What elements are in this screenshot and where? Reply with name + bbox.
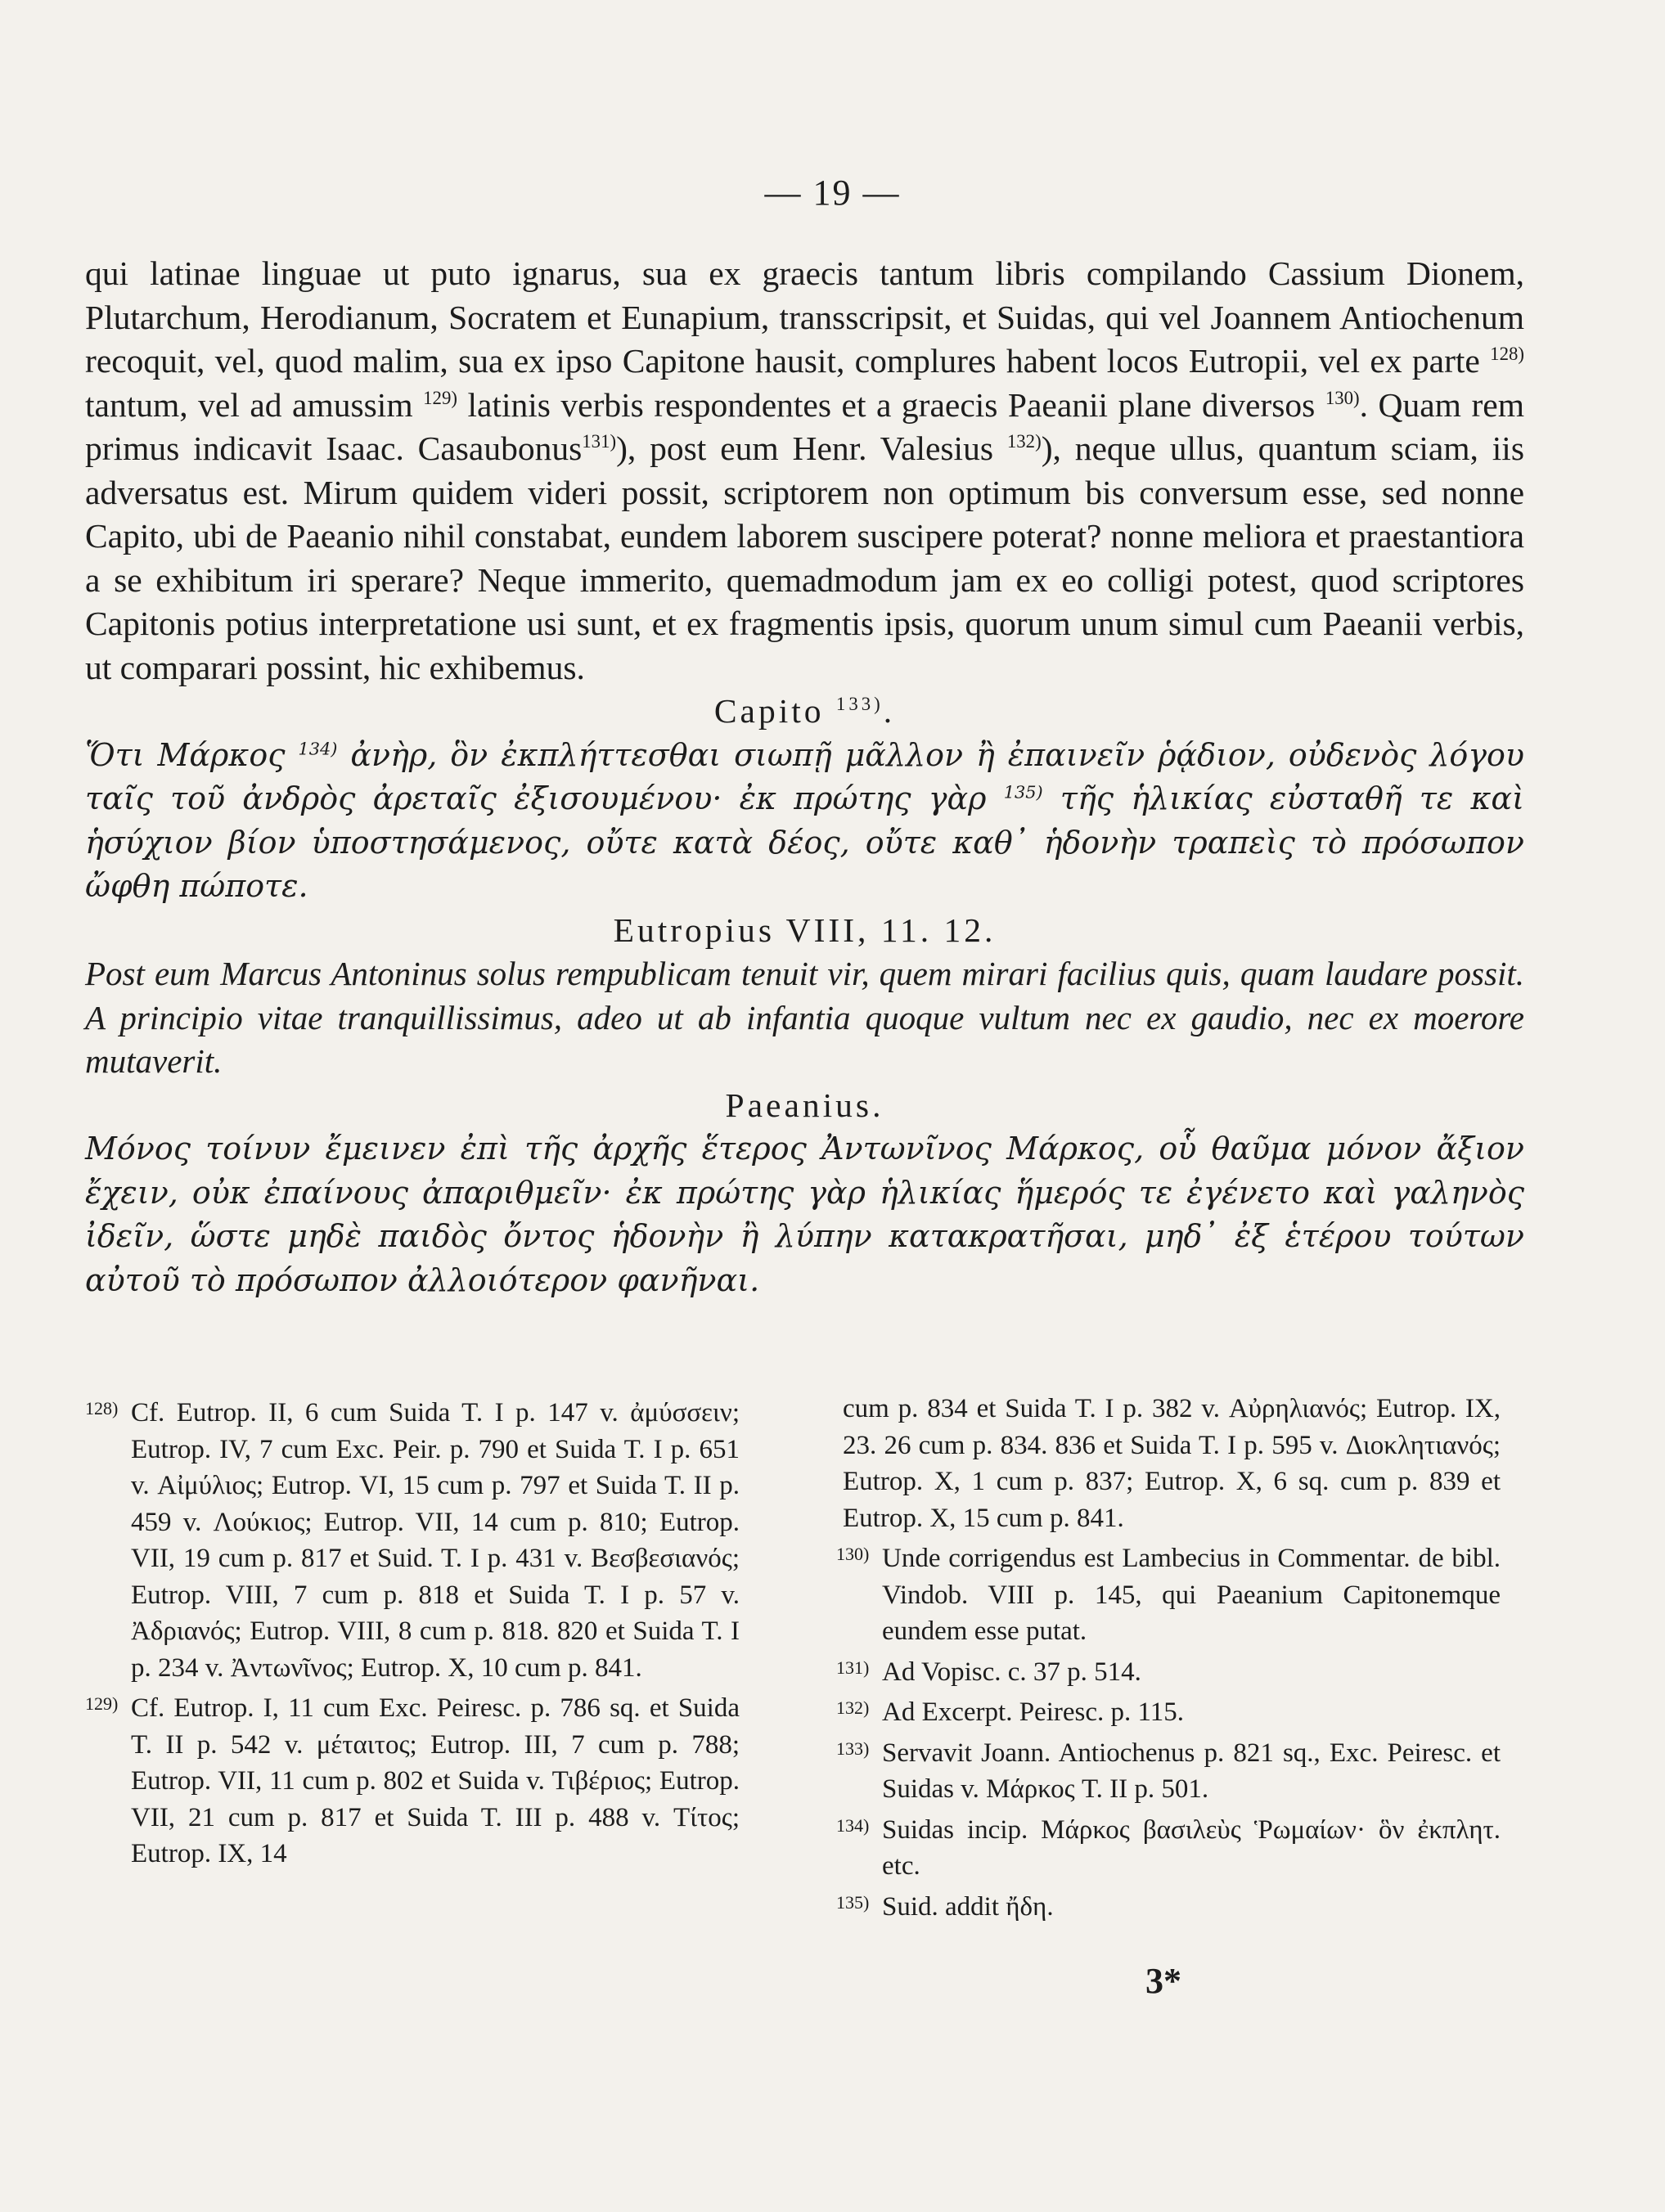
footnote-text: Suid. addit ἤδη. — [882, 1891, 1054, 1922]
footnote — [85, 1391, 740, 1686]
footnote — [836, 1808, 1501, 1885]
footnote-text: Cf. Eutrop. I, 11 cum Exc. Peiresc. p. 786 sq. et Suida T. II p. 542 v. μέταιτος; Eutrop. III, 7 cum p. 788; Eutrop. VII, 11 cum p. 802 et Suida v. Τιβέριος; Eutrop. VII, 21 cum p. 817 et Suida T. III p. 488 v. Τίτος; Eutrop. IX, 14 — [131, 1693, 740, 1868]
page-number: — 19 — — [764, 173, 901, 213]
footnote-number: 128) — [85, 1398, 119, 1418]
intro-text: tantum, vel ad amussim — [85, 385, 424, 424]
eutropius-heading: Eutropius VIII, 11. 12. — [613, 910, 997, 949]
note-ref-129[interactable]: 129) — [423, 387, 457, 408]
footnote-number: 129) — [85, 1693, 119, 1714]
capito-heading: Capito $^{133)}$. — [713, 692, 896, 730]
footnote-number: 135) — [836, 1891, 870, 1913]
note-ref-133[interactable]: 133) — [835, 694, 884, 715]
footnote-text: Ad Excerpt. Peiresc. p. 115. — [882, 1697, 1185, 1727]
footnote-number: 130) — [836, 1544, 870, 1564]
footnote-text: Cf. Eutrop. II, 6 cum Suida T. I p. 147 v. ἀμύσσειν; Eutrop. IV, 7 cum Exc. Peir. p. 790 et Suida T. I p. 651 v. Αἰμύλιος; Eutrop. VI, 15 cum p. 797 et Suida T. II p. 459 v. Λούκιος; Eutrop. VII, 14 cum p. 810; Eutrop. VII, 19 cum p. 817 et Suid. T. I p. 431 v. Βεσβεσιανός; Eutrop. VIII, 7 cum p. 818 et Suida T. I p. 57 v. Ἀδριανός; Eutrop. VIII, 8 cum p. 818. 820 et Suida T. I p. 234 v. Ἀντωνῖνος; Eutrop. X, 10 cum p. 841. — [131, 1398, 740, 1683]
intro-paragraph — [85, 252, 1524, 690]
intro-text: ), neque ullus, quantum sciam, iis adversatus est. Mirum quidem videri possit, scriptorem non optimum bis conversum esse, sed nonne Capito, ubi de Paeanio nihil constabat, eundem laborem suscipere poterat? nonne meliora et praestantiora a se exhibitum iri sperare? Neque immerito, quemadmodum jam ex eo colligi potest, quod scriptores Capitonis potius interpretatione usi sunt, et ex fragmentis ipsis, quorum unum simul cum Paeanii verbis, ut comparari possint, hic exhibemus. — [85, 429, 1524, 686]
note-ref-130[interactable]: 130) — [1325, 387, 1360, 408]
footnotes-left-column — [85, 1391, 740, 1873]
footnote — [85, 1686, 740, 1873]
footnote-text: Ad Vopisc. c. 37 p. 514. — [882, 1657, 1141, 1687]
footnote-number: 133) — [836, 1738, 870, 1759]
footnotes-right-column — [836, 1391, 1501, 1925]
footnote — [836, 1885, 1501, 1926]
footnote-text: cum p. 834 et Suida T. I p. 382 v. Αὐρηλιανός; Eutrop. IX, 23. 26 cum p. 834. 836 et Suida T. I p. 595 v. Διοκλητιανός; Eutrop. X, 1 cum p. 837; Eutrop. X, 6 sq. cum p. 839 et Eutrop. X, 15 cum p. 841. — [843, 1394, 1501, 1533]
note-ref-132[interactable]: 132) — [1006, 431, 1042, 452]
note-ref-131[interactable]: 131) — [582, 431, 617, 452]
capito-greek-text: Ὅτι Μάρκος $^{134)}$ ἀνὴρ, ὃν ἐκπλήττεσθαι σιωπῇ μᾶλλον ἢ ἐπαινεῖν ῥᾴδιον, οὐδενὸς λόγου ταῖς τοῦ ἀνδρὸς ἀρεταῖς ἐξισουμένου· ἐκ πρώτης γὰρ $^{135)}$ τῆς ἡλικίας εὐσταθῆ τε καὶ ἡσύχιον βίον ὑποστησάμενος, οὔτε κατὰ δέος, οὔτε καθ᾿ ἡδονὴν τραπεὶς τὸ πρόσωπον ὤφθη πώποτε. — [85, 736, 1524, 904]
intro-text: latinis verbis respondentes et a graecis Paeanii plane diversos — [457, 385, 1325, 424]
footnote-number: 131) — [836, 1657, 870, 1678]
footnote-continuation — [836, 1391, 1501, 1536]
footnote-number: 132) — [836, 1697, 870, 1718]
intro-text: . Quam rem primus indicavit Isaac. Casaubonus — [85, 385, 1524, 467]
eutropius-text: Post eum Marcus Antoninus solus rempublicam tenuit vir, quem mirari facilius quis, quam laudare possit. A principio vitae tranquillissimus, adeo ut ab infantia quoque vultum nec ex gaudio, nec ex moerore mutaverit. — [85, 955, 1524, 1080]
footnote-text: Suidas incip. Μάρκος βασιλεὺς Ῥωμαίων· ὃν ἐκπλητ. etc. — [882, 1814, 1501, 1881]
note-ref-135[interactable]: 135) — [1003, 782, 1043, 803]
footnote — [836, 1731, 1501, 1808]
footnote — [836, 1650, 1501, 1691]
footnote — [836, 1690, 1501, 1731]
footnote-text: Servavit Joann. Antiochenus p. 821 sq., Exc. Peiresc. et Suidas v. Μάρκος T. II p. 501. — [882, 1738, 1501, 1804]
note-ref-134[interactable]: 134) — [298, 738, 338, 758]
intro-text: ), post eum Henr. Valesius — [616, 429, 1007, 467]
paeanius-greek-text: Μόνος τοίνυν ἔμεινεν ἐπὶ τῆς ἀρχῆς ἕτερος Ἀντωνῖνος Μάρκος, οὗ θαῦμα μόνον ἄξιον ἔχειν, οὐκ ἐπαίνους ἀπαριθμεῖν· ἐκ πρώτης γὰρ ἡλικίας ἥμερός τε ἐγένετο καὶ γαληνὸς ἰδεῖν, ὥστε μηδὲ παιδὸς ὄντος ἡδονὴν ἢ λύπην κατακρατῆσαι, μηδ᾿ ἐξ ἑτέρου τούτων αὐτοῦ τὸ πρόσωπον ἀλλοιότερον φανῆναι. — [85, 1131, 1524, 1298]
paeanius-heading: Paeanius. — [725, 1086, 884, 1124]
footnote-text: Unde corrigendus est Lambecius in Commentar. de bibl. Vindob. VIII p. 145, qui Paeanium Capitonemque eundem esse putat. — [882, 1544, 1501, 1646]
main-text — [85, 252, 1524, 1302]
note-ref-128[interactable]: 128) — [1490, 344, 1524, 365]
footnote-number: 134) — [836, 1814, 870, 1836]
signature-mark: 3* — [1145, 1961, 1181, 2001]
footnote — [836, 1536, 1501, 1650]
intro-text: qui latinae linguae ut puto ignarus, sua ex graecis tantum libris compilando Cassium Dionem, Plutarchum, Herodianum, Socratem et Eunapium, transscripsit, et Suidas, qui vel Joannem Antiochenum recoquit, vel, quod malim, sua ex ipso Capitone hausit, complures habent locos Eutropii, vel ex parte — [85, 254, 1524, 380]
